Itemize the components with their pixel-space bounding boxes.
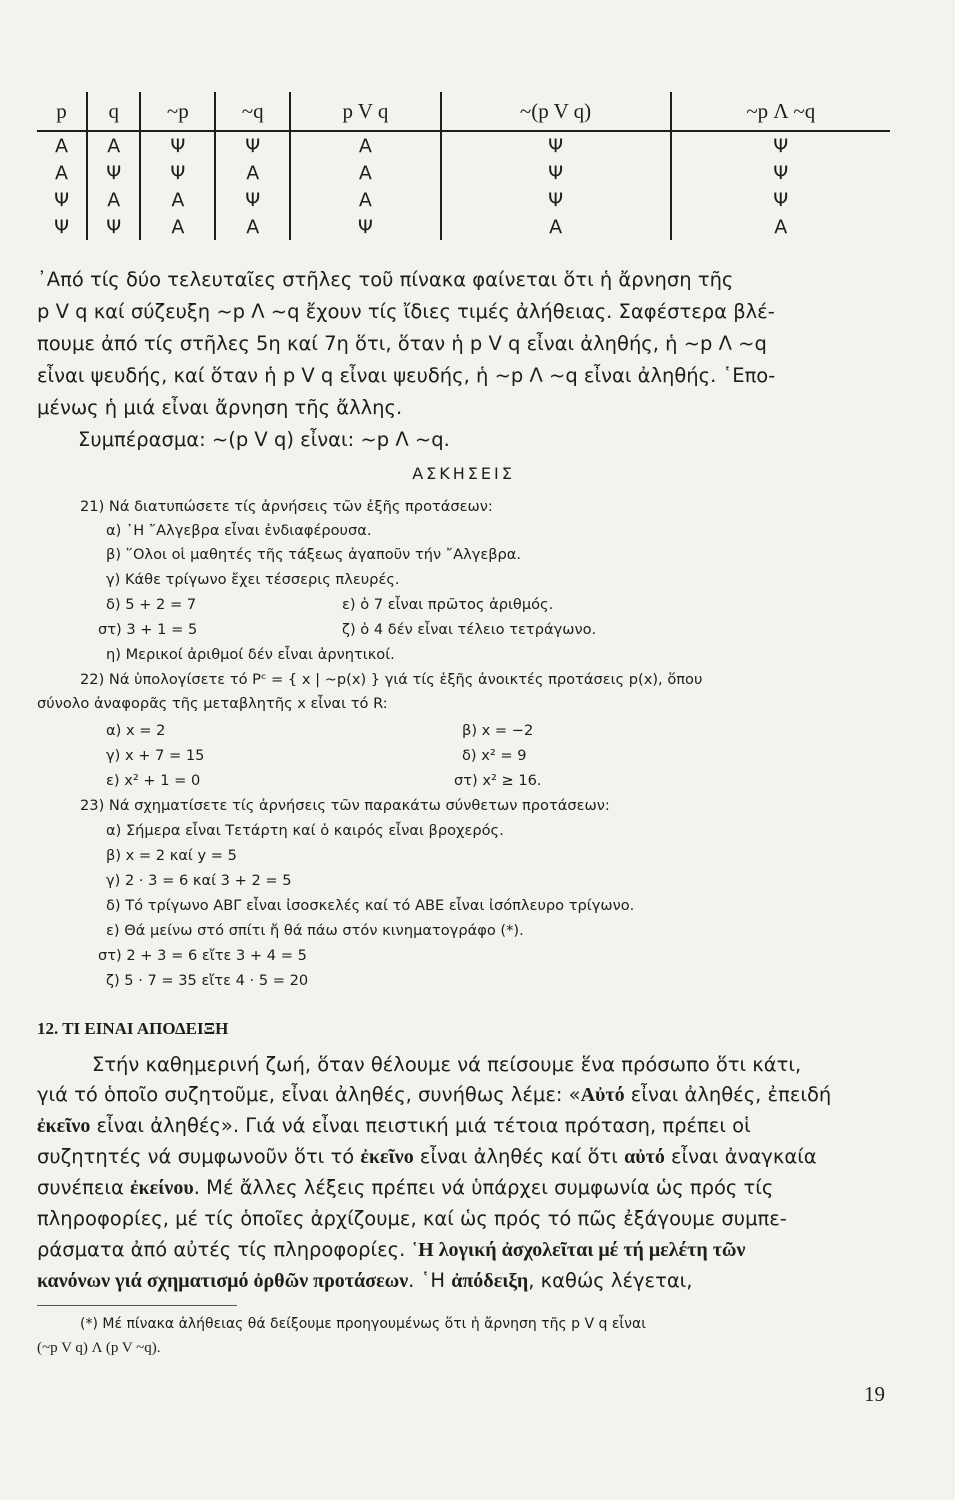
text-run: γιά τό ὁποῖο συζητοῦμε, εἶναι ἀληθές, συνήθως λέμε: « [37,1083,581,1106]
table-cell: Α [290,159,440,186]
bold-term: ἐκεῖνο [37,1115,91,1137]
truth-table [37,92,890,240]
exercise-21-a: α) ῾Η ῎Αλγεβρα εἶναι ἐνδιαφέρουσα. [106,522,372,539]
text-run: ράσματα ἀπό αὐτές τίς πληροφορίες. [37,1238,412,1261]
table-cell: Α [290,186,440,213]
bold-term: κανόνων γιά σχηματισμό ὀρθῶν προτάσεων [37,1270,409,1292]
section-line [37,1111,890,1141]
table-cell: Ψ [215,186,290,213]
bold-term: ἐκείνου [130,1177,194,1199]
text-run: εἶναι ἀναγκαία [664,1145,817,1168]
exercise-21-c: γ) Κάθε τρίγωνο ἔχει τέσσερις πλευρές. [106,571,400,588]
exercise-21-z: ζ) ὁ 4 δέν εἶναι τέλειο τετράγωνο. [342,621,597,638]
header-q: q [87,92,140,131]
table-cell: Α [87,186,140,213]
section-line [37,1173,890,1203]
table-cell: Ψ [54,215,70,238]
truth-table-header-row [37,92,890,131]
header-not-q: ~q [215,92,290,131]
intro-line: εἶναι ψευδής, καί ὅταν ἡ p V q εἶναι ψευδής, ἡ ~p Λ ~q εἶναι ἀληθής. ῾Επο- [37,364,776,387]
exercise-21-d: δ) 5 + 2 = 7 [106,596,197,613]
header-not-p-or-q: ~(p V q) [441,92,671,131]
bold-term: ῾Η λογική ἀσχολεῖται μέ τή μελέτη τῶν [411,1239,746,1261]
table-row [37,213,890,240]
table-cell: Ψ [87,159,140,186]
table-cell: Ψ [441,159,671,186]
exercise-22-title: 22) Νά ὑπολογίσετε τό Pᶜ = { x | ~p(x) } γιά τίς ἑξῆς ἀνοικτές προτάσεις p(x), ὅπου [80,671,703,688]
text-run: . ῾Η [408,1269,452,1292]
exercise-23-e: ε) Θά μείνω στό σπίτι ἤ θά πάω στόν κινηματογράφο (*). [106,922,524,939]
exercise-23-c: γ) 2 · 3 = 6 καί 3 + 2 = 5 [106,872,292,889]
table-cell: Ψ [290,213,440,240]
text-run: εἶναι ἀληθές». Γιά νά εἶναι πειστική μιά τέτοια πρόταση, πρέπει οἱ [90,1114,751,1137]
table-cell: Α [55,134,69,157]
text-run: εἶναι ἀληθές, ἐπειδή [624,1083,832,1106]
text-run: Στήν καθημερινή ζωή, ὅταν θέλουμε νά πείσουμε ἕνα πρόσωπο ὅτι κάτι, [92,1053,802,1076]
text-run: , καθώς λέγεται, [528,1269,693,1292]
text-run: πληροφορίες, μέ τίς ὁποῖες ἀρχίζουμε, καί ὡς πρός τό πῶς ἐξάγουμε συμπε- [37,1207,787,1230]
table-cell: Α [671,213,890,240]
section-line [37,1235,890,1265]
section-line [92,1050,945,1080]
exercise-23-title: 23) Νά σχηματίσετε τίς ἀρνήσεις τῶν παρακάτω σύνθετων προτάσεων: [80,797,610,814]
table-row [37,159,890,186]
table-cell: Ψ [441,186,671,213]
bold-term: Αὐτό [580,1084,625,1106]
header-not-p: ~p [140,92,215,131]
exercise-23-a: α) Σήμερα εἶναι Τετάρτη καί ὁ καιρός εἶναι βροχερός. [106,822,504,839]
exercise-21-title: 21) Νά διατυπώσετε τίς ἀρνήσεις τῶν ἑξῆς προτάσεων: [80,498,493,515]
footnote-divider [37,1305,237,1306]
table-cell: Α [215,213,290,240]
table-cell: Α [215,159,290,186]
exercise-21-b: β) ῞Ολοι οἱ μαθητές τῆς τάξεως ἀγαποῦν τήν ῎Αλγεβρα. [106,546,522,563]
exercise-22-c: γ) x + 7 = 15 [106,747,205,764]
section-line [37,1080,890,1110]
table-cell: Ψ [140,131,215,159]
exercise-22-st: στ) x² ≥ 16. [454,772,542,789]
conclusion-line: Συμπέρασμα: ~(p V q) εἶναι: ~p Λ ~q. [78,428,450,451]
table-cell: Α [140,186,215,213]
table-cell: Α [290,131,440,159]
exercise-21-e: ε) ὁ 7 εἶναι πρῶτος ἀριθμός. [342,596,554,613]
exercise-23-z: ζ) 5 · 7 = 35 εἴτε 4 · 5 = 20 [106,972,309,989]
table-cell: Α [55,161,69,184]
exercises-title: ΑΣΚΗΣΕΙΣ [412,464,515,483]
table-cell: Α [87,131,140,159]
bold-term: ἀπόδειξη [451,1270,529,1292]
table-cell: Ψ [671,159,890,186]
section-line [37,1204,890,1234]
intro-line: πουμε ἀπό τίς στῆλες 5η καί 7η ὅτι, ὅταν ἡ p V q εἶναι ἀληθής, ἡ ~p Λ ~q [37,332,767,355]
table-cell: Ψ [87,213,140,240]
section-heading: 12. ΤΙ ΕΙΝΑΙ ΑΠΟΔΕΙΞΗ [37,1019,229,1038]
bold-term: αὐτό [624,1146,665,1168]
intro-line: μένως ἡ μιά εἶναι ἄρνηση τῆς ἄλλης. [37,396,403,419]
table-cell: Ψ [215,131,290,159]
table-row [37,131,890,159]
section-line [37,1142,890,1172]
table-cell: Ψ [140,159,215,186]
page-number: 19 [864,1382,885,1406]
exercise-22-e: ε) x² + 1 = 0 [106,772,201,789]
table-row [37,186,890,213]
header-p: p [37,92,87,131]
table-cell: Ψ [54,188,70,211]
exercise-23-d: δ) Τό τρίγωνο ΑΒΓ εἶναι ἰσοσκελές καί τό ΑΒΕ εἶναι ἰσόπλευρο τρίγωνο. [106,897,635,914]
exercise-21-h: η) Μερικοί ἀριθμοί δέν εἶναι ἀρνητικοί. [106,646,395,663]
exercise-22-b: β) x = −2 [462,722,534,739]
footnote-line: (~p V q) Λ (p V ~q). [37,1340,161,1356]
text-run: συνέπεια [37,1176,131,1199]
exercise-23-b: β) x = 2 καί y = 5 [106,847,237,864]
bold-term: ἐκεῖνο [360,1146,414,1168]
header-not-p-and-not-q: ~p Λ ~q [671,92,890,131]
text-run: εἶναι ἀληθές καί ὅτι [413,1145,625,1168]
exercise-21-st: στ) 3 + 1 = 5 [98,621,198,638]
intro-line: ᾿Από τίς δύο τελευταῖες στῆλες τοῦ πίνακα φαίνεται ὅτι ἡ ἄρνηση τῆς [37,268,734,291]
table-cell: Α [441,213,671,240]
section-line [37,1266,890,1296]
text-run: συζητητές νά συμφωνοῦν ὅτι τό [37,1145,361,1168]
intro-line: p V q καί σύζευξη ~p Λ ~q ἔχουν τίς ἴδιες τιμές ἀλήθειας. Σαφέστερα βλέ- [37,300,775,323]
exercise-22-d: δ) x² = 9 [462,747,527,764]
table-cell: Ψ [671,131,890,159]
table-cell: Ψ [671,186,890,213]
header-p-or-q: p V q [290,92,440,131]
table-cell: Ψ [441,131,671,159]
exercise-23-st: στ) 2 + 3 = 6 εἴτε 3 + 4 = 5 [98,947,307,964]
footnote-line: (*) Μέ πίνακα ἀλήθειας θά δείξουμε προηγουμένως ὅτι ἡ ἄρνηση τῆς p V q εἶναι [80,1316,646,1332]
text-run: . Μέ ἄλλες λέξεις πρέπει νά ὑπάρχει συμφωνία ὡς πρός τίς [193,1176,774,1199]
exercise-22-a: α) x = 2 [106,722,166,739]
table-cell: Α [140,213,215,240]
exercise-22-title-cont: σύνολο ἀναφορᾶς τῆς μεταβλητῆς x εἶναι τό R: [37,695,388,712]
